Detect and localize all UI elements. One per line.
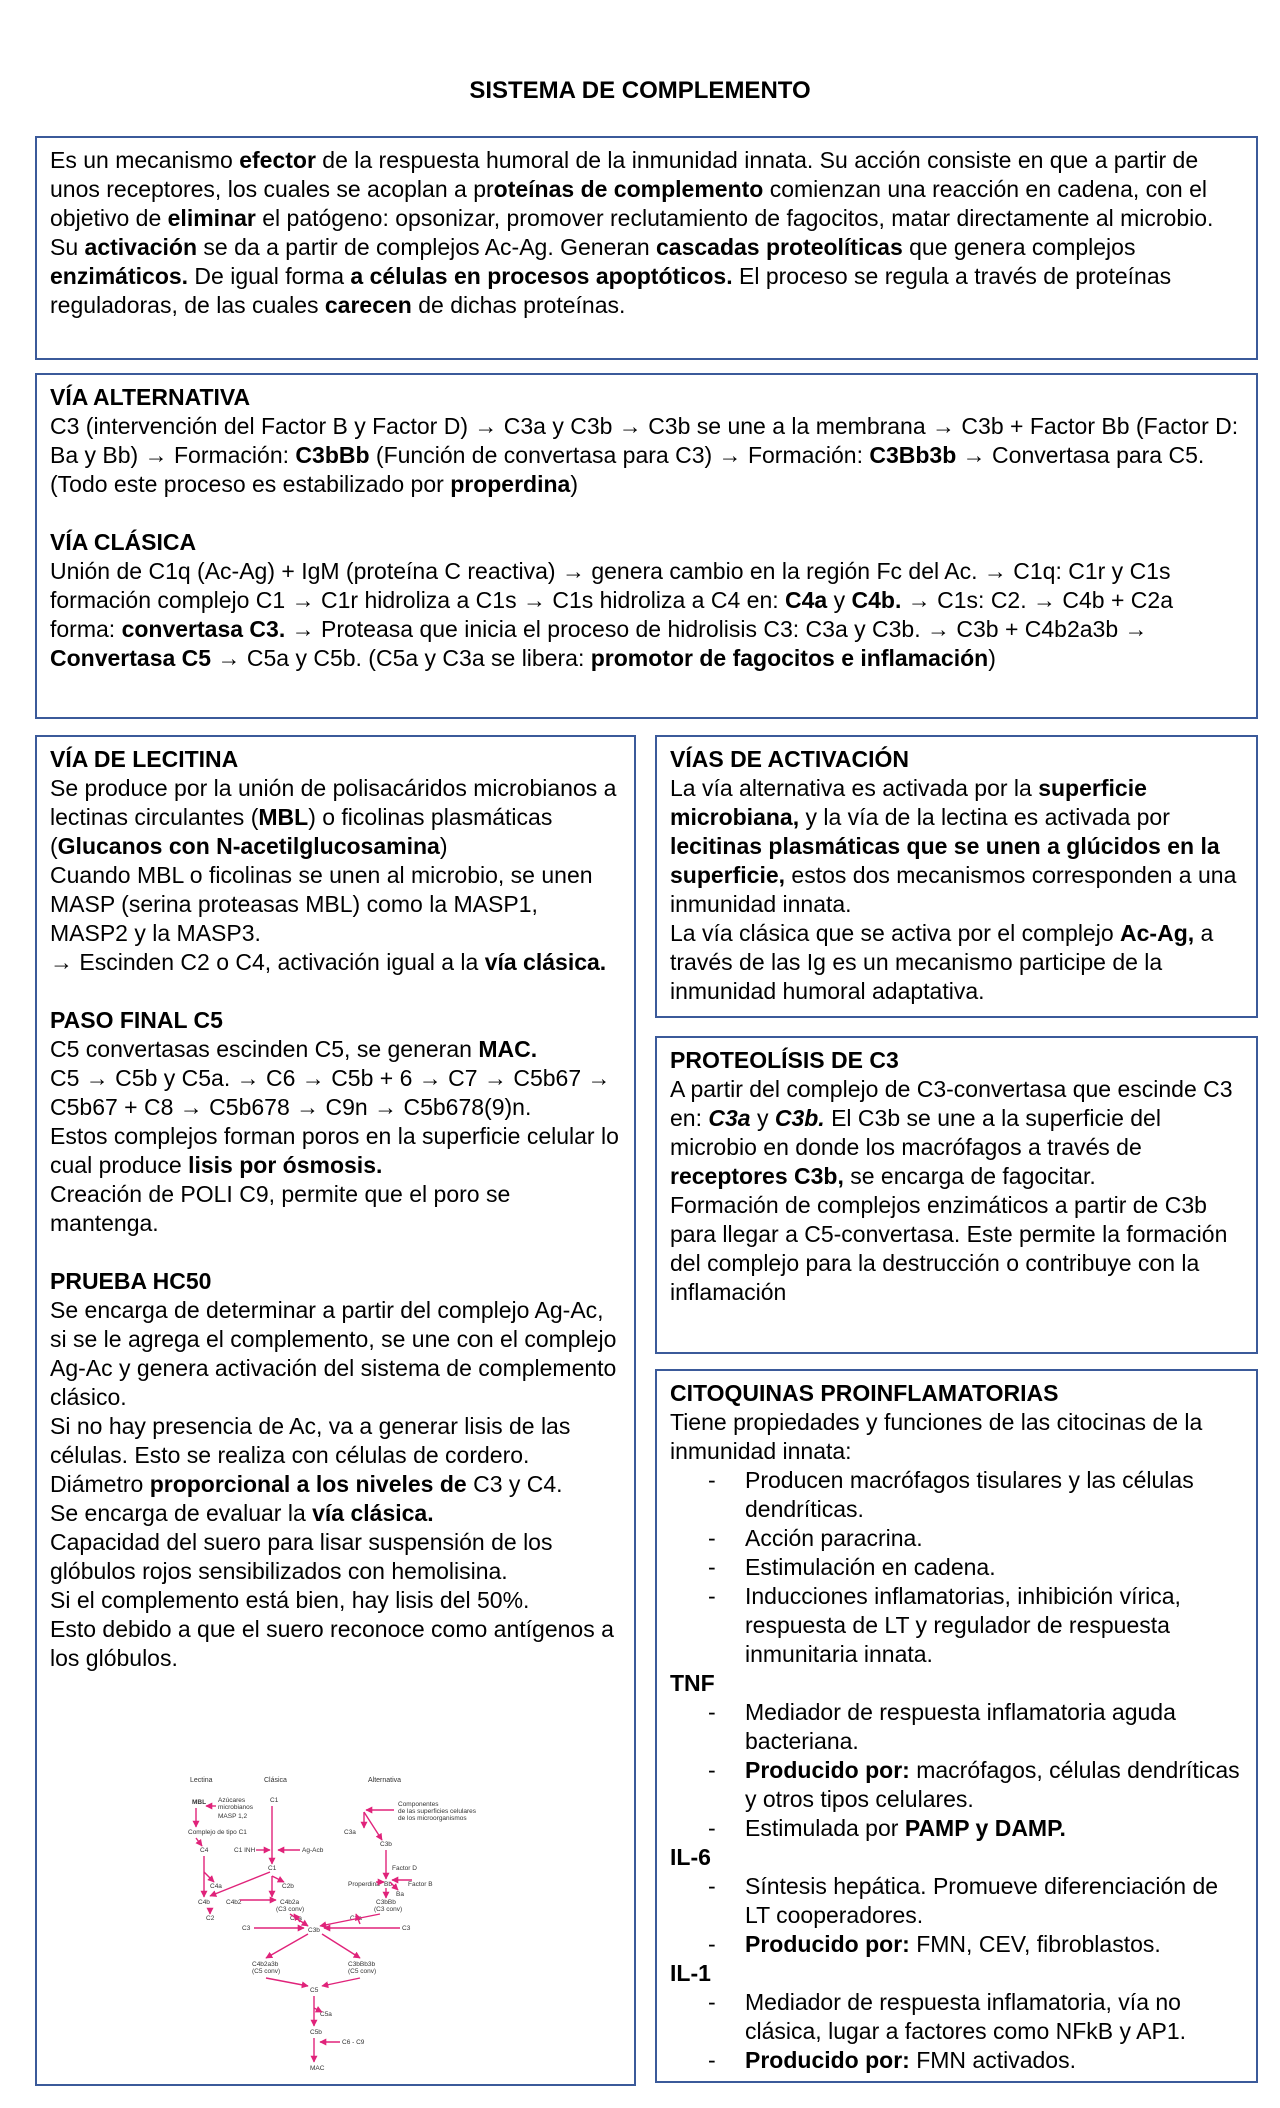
il6-list: [670, 1872, 1244, 1959]
label-agab: Ag-Acb: [302, 1847, 324, 1854]
label-ba: Ba: [396, 1891, 404, 1898]
label-c4b: C4b: [198, 1899, 210, 1906]
label-c4b2a3b: C4b2a3b: [252, 1961, 279, 1968]
label-c3bbb: C3bBb: [376, 1899, 396, 1906]
citoquinas-intro: Tiene propiedades y funciones de las citocinas de la inmunidad innata:: [670, 1409, 1203, 1464]
label-c3conv2: (C3 conv): [374, 1906, 403, 1913]
label-c3a-right: C3a: [350, 1915, 362, 1922]
intro-box: [35, 136, 1258, 360]
citoquinas-box: [655, 1369, 1258, 2083]
il6-heading: IL-6: [670, 1844, 711, 1870]
label-c5b: C5b: [310, 2029, 322, 2036]
list-item: - Producido por: macrófagos, células dendríticas y otros tipos celulares.: [670, 1756, 1244, 1814]
il1-heading: IL-1: [670, 1960, 711, 1986]
label-c5: C5: [310, 1987, 319, 1994]
paso-final-paragraph-1: C5 convertasas escinden C5, se generan MAC.: [50, 1036, 538, 1062]
label-c5conv1: (C5 conv): [252, 1968, 281, 1975]
diagram-labels: [188, 1777, 477, 2072]
proteolisis-heading: PROTEOLÍSIS DE C3: [670, 1047, 899, 1073]
hc50-paragraph-4: Se encarga de evaluar la vía clásica.: [50, 1500, 434, 1526]
label-complejo: Complejo de tipo C1: [188, 1829, 247, 1836]
label-c2: C2: [206, 1915, 215, 1922]
label-mac: MAC: [310, 2065, 325, 2072]
label-c5conv2: (C5 conv): [348, 1968, 377, 1975]
list-item: - Acción paracrina.: [670, 1524, 1244, 1553]
label-c3b-top: C3b: [380, 1841, 392, 1848]
citoquinas-list: [670, 1466, 1244, 1669]
list-item: - Síntesis hepática. Promueve diferenciación de LT cooperadores.: [670, 1872, 1244, 1930]
hc50-paragraph-3: Diámetro proporcional a los niveles de C3 y C4.: [50, 1471, 563, 1497]
label-properdina: Properdina: [348, 1881, 380, 1888]
lecitina-paragraph-1: Se produce por la unión de polisacáridos microbianos a lectinas circulantes (MBL) o ficolinas plasmáticas (Glucanos con N-acetilglucosamina): [50, 775, 617, 859]
label-c3b-mid: C3b: [308, 1927, 320, 1934]
label-c3bbb3b: C3bBb3b: [348, 1961, 376, 1968]
paso-final-paragraph-4: Creación de POLI C9, permite que el poro se mantenga.: [50, 1181, 511, 1236]
lecitina-paragraph-3: → Escinden C2 o C4, activación igual a la vía clásica.: [50, 949, 607, 975]
clasica-paragraph-1: Unión de C1q (Ac-Ag) + IgM (proteína C reactiva) → genera cambio en la región Fc del Ac. → C1q: C1r y C1s formación complejo C1 → C1r hidroliza a C1s → C1s hidroliza a C4 en: C4a y C4b. → C1s: C2. → C4b + C2a forma: convertasa C3. → Proteasa que inicia el proceso de hidrolisis C3: C3a y C3b. → C3b + C4b2a3b → Convertasa C5 → C5a y C5b. (C5a y C3a se libera: promotor de fagocitos e inflamación): [50, 558, 1173, 671]
activacion-paragraph-1: La vía alternativa es activada por la superficie microbiana, y la vía de la lectina es activada por lecitinas plasmáticas que se unen a glúcidos en la superficie, estos dos mecanismos corresponden a una inmunidad innata.: [670, 775, 1237, 917]
label-c1: C1: [270, 1797, 279, 1804]
label-bb: Bb: [384, 1881, 392, 1888]
activacion-paragraph-2: La vía clásica que se activa por el complejo Ac-Ag, a través de las Ig es un mecanismo participe de la inmunidad humoral adaptativa.: [670, 920, 1214, 1004]
paso-final-paragraph-3: Estos complejos forman poros en la superficie celular lo cual produce lisis por ósmosis.: [50, 1123, 619, 1178]
activacion-heading: VÍAS DE ACTIVACIÓN: [670, 746, 909, 772]
label-componentes2: de las superficies celulares: [398, 1808, 477, 1815]
label-azucares: Azúcares: [218, 1797, 246, 1804]
list-item: - Mediador de respuesta inflamatoria, vía no clásica, lugar a factores como NFkB y AP1.: [670, 1988, 1244, 2046]
alternativa-heading: VÍA ALTERNATIVA: [50, 384, 251, 410]
citoquinas-heading: CITOQUINAS PROINFLAMATORIAS: [670, 1380, 1059, 1406]
activacion-box: [655, 735, 1258, 1018]
label-c3-right: C3: [402, 1925, 411, 1932]
label-c4: C4: [200, 1847, 209, 1854]
list-item: - Producido por: FMN activados.: [670, 2046, 1244, 2075]
hc50-paragraph-2: Si no hay presencia de Ac, va a generar lisis de las células. Esto se realiza con células de cordero.: [50, 1413, 571, 1468]
hc50-paragraph-6: Si el complemento está bien, hay lisis del 50%.: [50, 1587, 530, 1613]
list-item: - Inducciones inflamatorias, inhibición vírica, respuesta de LT y regulador de respuesta inmunitaria innata.: [670, 1582, 1244, 1669]
label-factord: Factor D: [392, 1865, 417, 1872]
list-item: - Estimulación en cadena.: [670, 1553, 1244, 1582]
label-c3conv1: (C3 conv): [276, 1906, 305, 1913]
hc50-paragraph-1: Se encarga de determinar a partir del complejo Ag-Ac, si se le agrega el complemento, se une con el complejo Ag-Ac y genera activación del sistema de complemento clásico.: [50, 1297, 617, 1410]
label-factorb: Factor B: [408, 1881, 433, 1888]
paso-final-heading: PASO FINAL C5: [50, 1007, 223, 1033]
paso-final-paragraph-2: C5 → C5b y C5a. → C6 → C5b + 6 → C7 → C5b67 → C5b67 + C8 → C5b678 → C9n → C5b678(9)n.: [50, 1065, 611, 1120]
label-microbianos: microbianos: [218, 1804, 254, 1811]
pathways-box: [35, 373, 1258, 719]
label-c4b2: C4b2: [226, 1899, 242, 1906]
label-c1inh: C1 INH: [234, 1847, 256, 1854]
label-componentes1: Componentes: [398, 1801, 439, 1808]
label-mbl: MBL: [192, 1799, 207, 1806]
label-c3-left: C3: [242, 1925, 251, 1932]
label-alternativa: Alternativa: [368, 1777, 402, 1784]
proteolisis-paragraph-1: A partir del complejo de C3-convertasa que escinde C3 en: C3a y C3b. El C3b se une a la superficie del microbio en donde los macrófagos a través de receptores C3b, se encarga de fagocitar.: [670, 1076, 1233, 1189]
label-c3a-top: C3a: [344, 1829, 356, 1836]
label-c4a: C4a: [210, 1883, 222, 1890]
complement-pathway-diagram: [180, 1772, 500, 2082]
label-c1b: C1: [268, 1865, 277, 1872]
list-item: - Producen macrófagos tisulares y las células dendríticas.: [670, 1466, 1244, 1524]
label-masp: MASP 1,2: [218, 1813, 248, 1820]
proteolisis-paragraph-2: Formación de complejos enzimáticos a partir de C3b para llegar a C5-convertasa. Este permite la formación del complejo para la destrucción o contribuye con la inflamación: [670, 1192, 1228, 1305]
hc50-heading: PRUEBA HC50: [50, 1268, 212, 1294]
label-clasica: Clásica: [264, 1777, 287, 1784]
label-c4b2a: C4b2a: [280, 1899, 300, 1906]
alternativa-paragraph-2: (Todo este proceso es estabilizado por properdina): [50, 471, 578, 497]
lecitina-paragraph-2: Cuando MBL o ficolinas se unen al microbio, se unen MASP (serina proteasas MBL) como la MASP1, MASP2 y la MASP3.: [50, 862, 593, 946]
label-c5a: C5a: [320, 2011, 332, 2018]
hc50-paragraph-7: Esto debido a que el suero reconoce como antígenos a los glóbulos.: [50, 1616, 614, 1671]
intro-paragraph-2: Su activación se da a partir de complejos Ac-Ag. Generan cascadas proteolíticas que genera complejos enzimáticos. De igual forma a células en procesos apoptóticos. El proceso se regula a través de proteínas reguladoras, de las cuales carecen de dichas proteínas.: [50, 234, 1172, 318]
label-componentes3: de los microorganismos: [398, 1815, 467, 1822]
list-item: - Producido por: FMN, CEV, fibroblastos.: [670, 1930, 1244, 1959]
lecitina-heading: VÍA DE LECITINA: [50, 746, 239, 772]
proteolisis-box: [655, 1036, 1258, 1354]
alternativa-paragraph-1: C3 (intervención del Factor B y Factor D) → C3a y C3b → C3b se une a la membrana → C3b + Factor Bb (Factor D: Ba y Bb) → Formación: C3bBb (Función de convertasa para C3) → Formación: C3Bb3b → Convertasa para C5.: [50, 413, 1239, 468]
hc50-paragraph-5: Capacidad del suero para lisar suspensión de los glóbulos rojos sensibilizados con hemolisina.: [50, 1529, 553, 1584]
list-item: - Estimulada por PAMP y DAMP.: [670, 1814, 1244, 1843]
label-c2b: C2b: [282, 1883, 294, 1890]
page-title: SISTEMA DE COMPLEMENTO: [469, 77, 811, 104]
intro-paragraph-1: Es un mecanismo efector de la respuesta humoral de la inmunidad innata. Su acción consiste en que a partir de unos receptores, los cuales se acoplan a proteínas de complemento comienzan una reacción en cadena, con el objetivo de eliminar el patógeno: opsonizar, promover reclutamiento de fagocitos, matar directamente al microbio.: [50, 147, 1214, 231]
tnf-heading: TNF: [670, 1670, 715, 1696]
list-item: - Mediador de respuesta inflamatoria aguda bacteriana.: [670, 1698, 1244, 1756]
il1-list: [670, 1988, 1244, 2075]
tnf-list: [670, 1698, 1244, 1843]
label-lectina: Lectina: [190, 1777, 213, 1784]
label-c6c9: C6 - C9: [342, 2039, 365, 2046]
clasica-heading: VÍA CLÁSICA: [50, 529, 197, 555]
label-c3a-mid: C3a: [290, 1915, 302, 1922]
